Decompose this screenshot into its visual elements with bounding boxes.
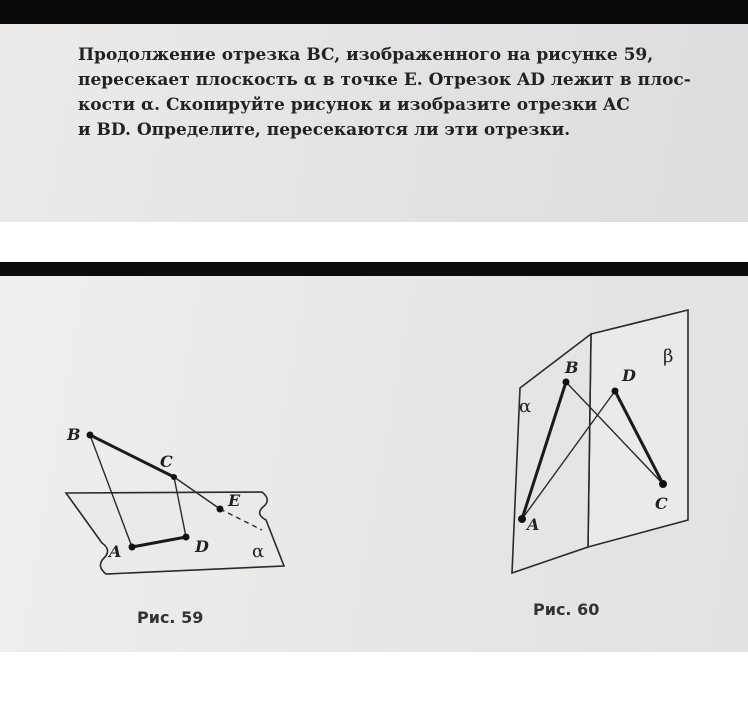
label-d-60: D <box>622 366 636 385</box>
figure-59-caption: Рис. 59 <box>137 608 204 627</box>
label-a-60: A <box>527 515 540 534</box>
point-a-60 <box>518 515 526 523</box>
label-b-60: B <box>565 358 579 377</box>
point-d-60 <box>612 388 619 395</box>
point-b-60 <box>563 379 570 386</box>
label-b-59: B <box>67 425 81 444</box>
label-a-59: A <box>109 542 122 561</box>
problem-line-1: Продолжение отрезка BC, изображенного на рисунке 59, <box>78 45 654 65</box>
figure-60-caption: Рис. 60 <box>533 600 600 619</box>
problem-line-3: кости α. Скопируйте рисунок и изобразите отрезки AC <box>78 95 630 115</box>
label-c-60: C <box>655 494 668 513</box>
problem-line-2: пересекает плоскость α в точке E. Отрезок AD лежит в плос- <box>78 70 691 90</box>
label-e-59: E <box>228 491 241 510</box>
problem-line-4: и BD. Определите, пересекаются ли эти отрезки. <box>78 120 571 140</box>
label-alpha-60: α <box>519 396 532 417</box>
label-beta-60: β <box>663 346 674 367</box>
label-d-59: D <box>195 537 209 556</box>
label-c-59: C <box>160 452 173 471</box>
point-c-60 <box>659 480 667 488</box>
label-alpha-59: α <box>252 541 265 562</box>
